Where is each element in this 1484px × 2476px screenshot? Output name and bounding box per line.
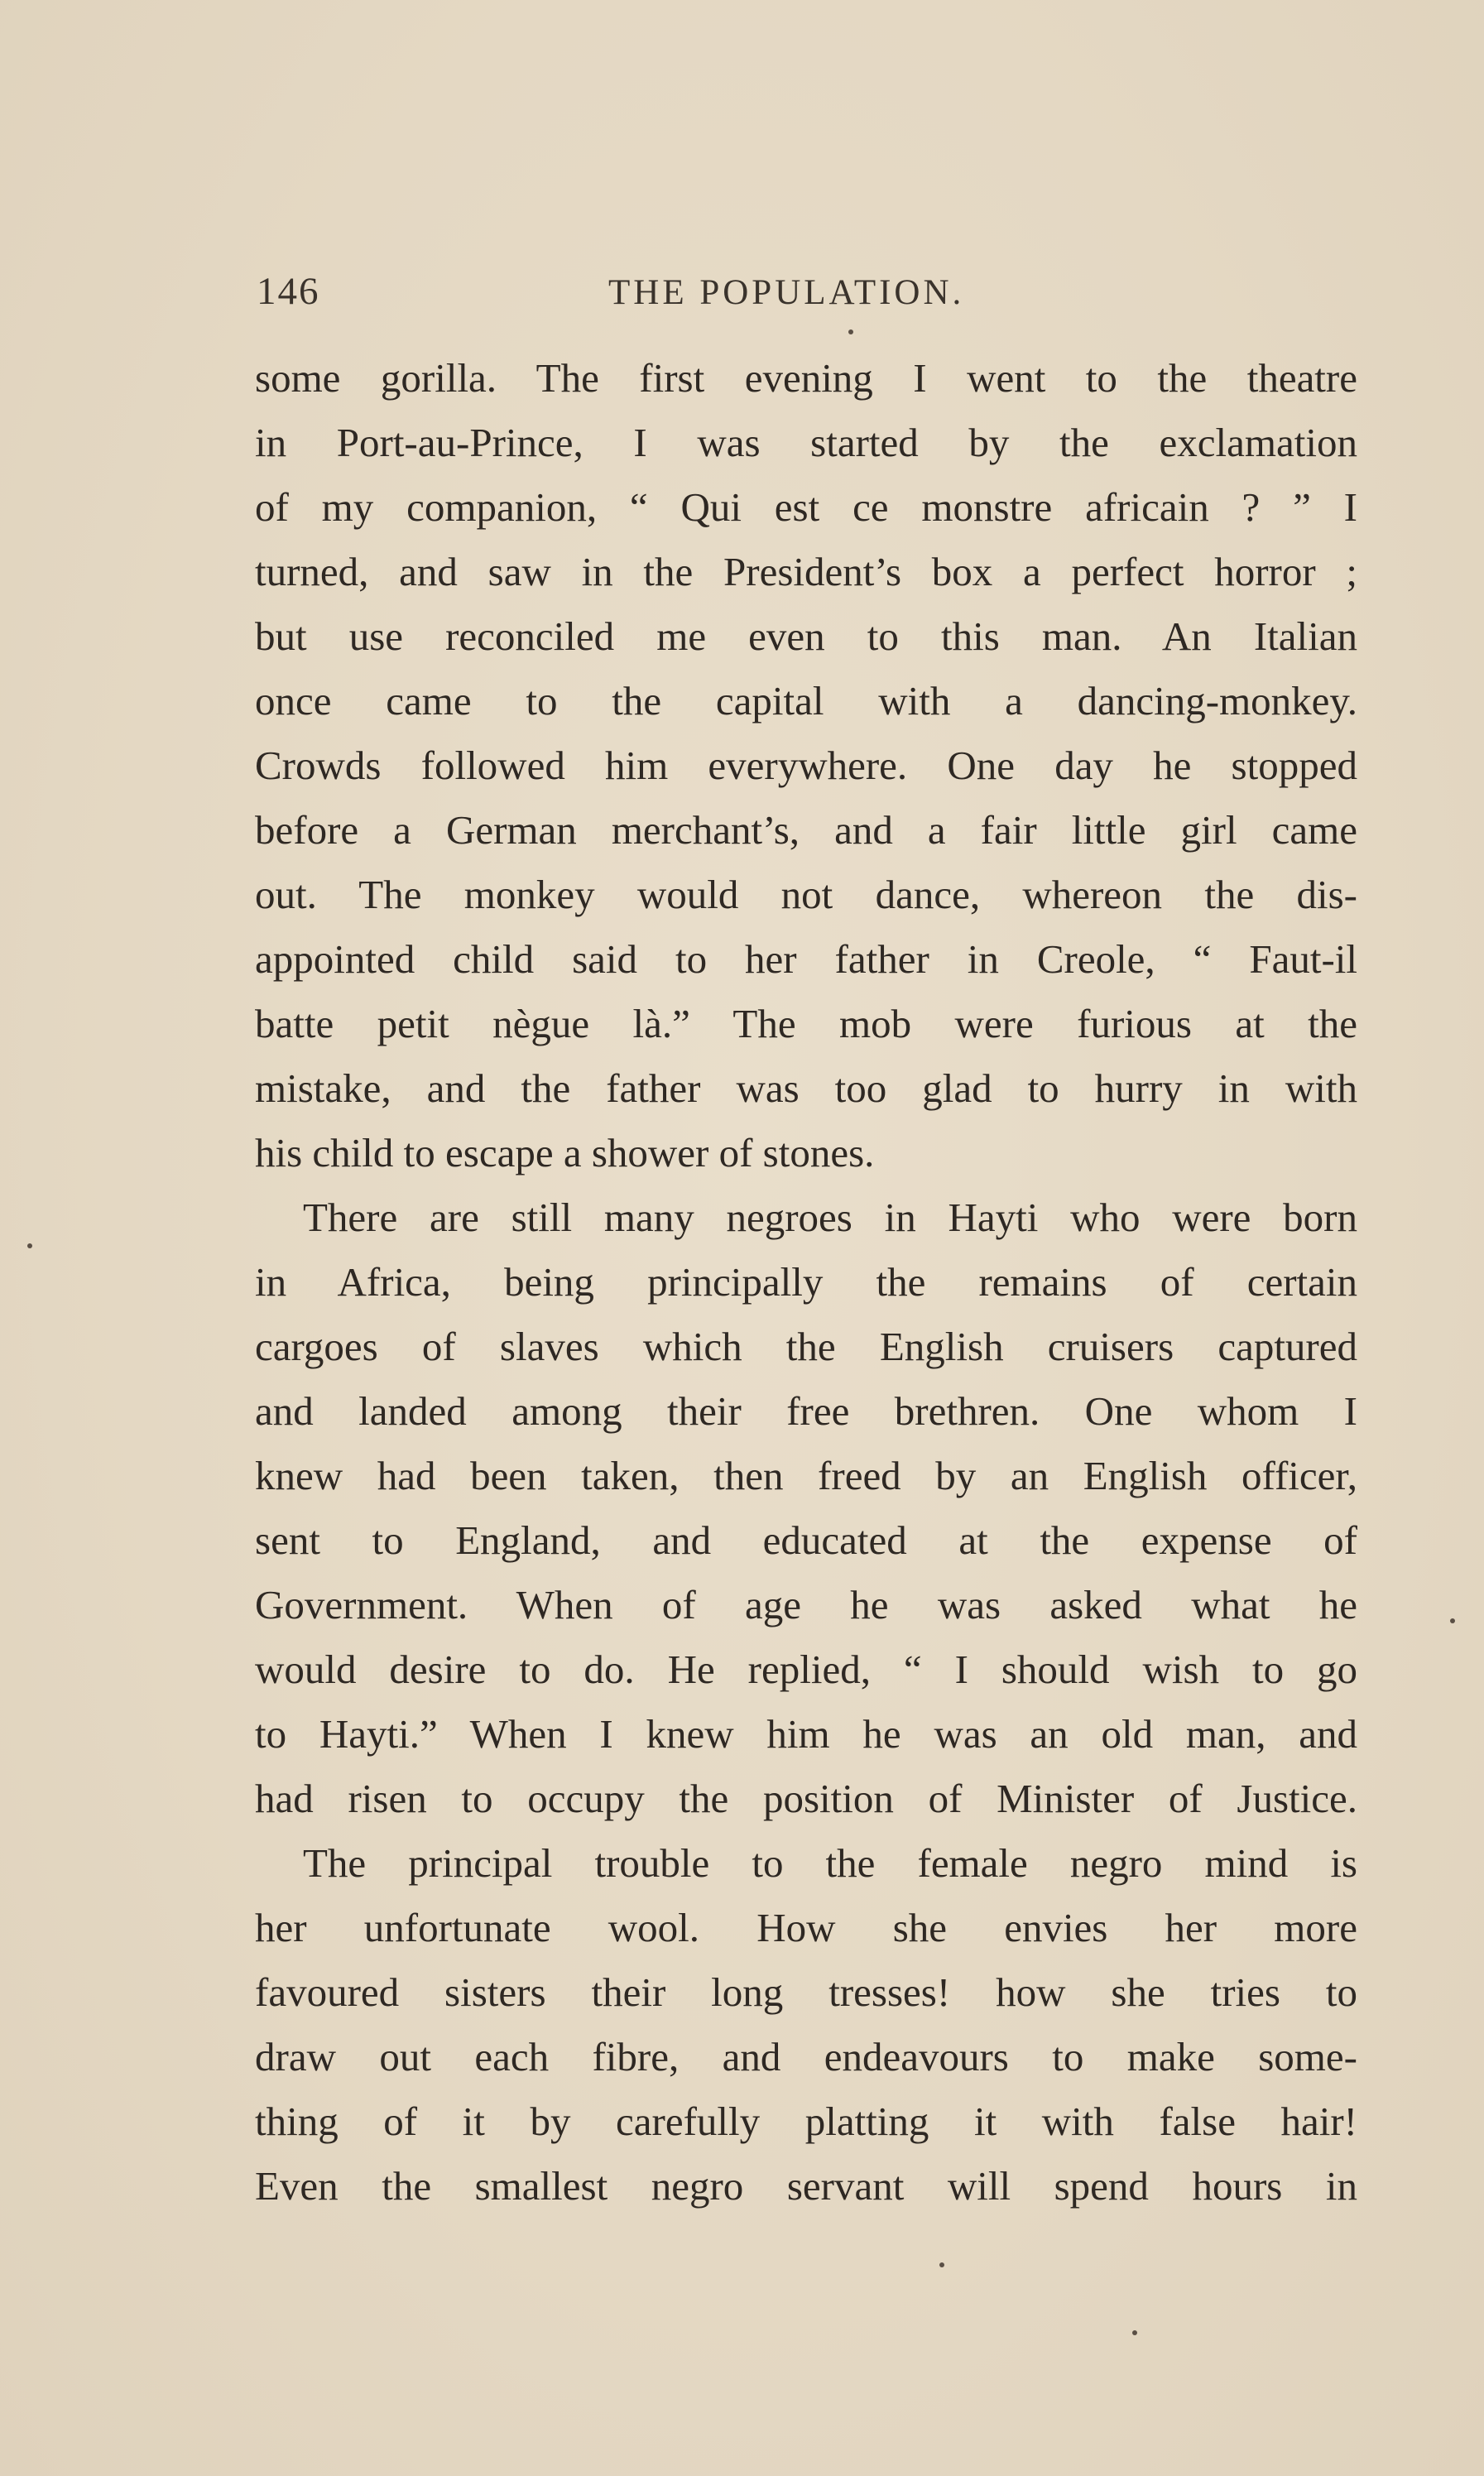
text-line: knew had been taken, then freed by an English officer, (255, 1453, 1357, 1498)
body-text (255, 346, 1357, 2219)
text-line: turned, and saw in the President’s box a perfect horror ; (255, 549, 1357, 594)
paragraph-1 (255, 346, 1357, 1185)
text-line: There are still many negroes in Hayti who were born (303, 1195, 1357, 1240)
paper-speck (27, 1243, 32, 1248)
text-line: in Africa, being principally the remains of certain (255, 1259, 1357, 1305)
paper-speck (1132, 2330, 1137, 2335)
paragraph-2 (255, 1185, 1357, 1831)
text-line: and landed among their free brethren. One whom I (255, 1388, 1357, 1434)
text-line: cargoes of slaves which the English cruisers captured (255, 1324, 1357, 1369)
paper-speck (848, 329, 853, 334)
paragraph-3 (255, 1831, 1357, 2219)
text-line: in Port-au-Prince, I was started by the exclamation (255, 420, 1357, 465)
text-line: his child to escape a shower of stones. (255, 1130, 875, 1175)
text-line: some gorilla. The first evening I went to the theatre (255, 355, 1357, 401)
text-line: favoured sisters their long tresses! how she tries to (255, 1969, 1357, 2015)
text-line: but use reconciled me even to this man. An Italian (255, 613, 1357, 659)
page-number: 146 (257, 270, 320, 313)
text-line: would desire to do. He replied, “ I should wish to go (255, 1647, 1357, 1692)
text-line: draw out each fibre, and endeavours to make some- (255, 2034, 1357, 2079)
paper-speck (1450, 1618, 1455, 1623)
text-line: Government. When of age he was asked what he (255, 1582, 1357, 1627)
text-line: to Hayti.” When I knew him he was an old man, and (255, 1711, 1357, 1757)
text-line: The principal trouble to the female negro mind is (303, 1840, 1357, 1886)
text-line: once came to the capital with a dancing-monkey. (255, 678, 1357, 724)
text-line: batte petit nègue là.” The mob were furious at the (255, 1001, 1357, 1046)
text-line: before a German merchant’s, and a fair little girl came (255, 807, 1357, 853)
running-head: THE POPULATION. (608, 273, 965, 312)
text-line: Crowds followed him everywhere. One day he stopped (255, 743, 1357, 788)
text-line: out. The monkey would not dance, whereon the dis- (255, 872, 1357, 917)
page-header (257, 267, 1357, 316)
text-line: had risen to occupy the position of Minister of Justice. (255, 1776, 1357, 1821)
paper-speck (939, 2262, 944, 2267)
text-line: thing of it by carefully platting it with false hair! (255, 2099, 1357, 2144)
text-line: Even the smallest negro servant will spend hours in (255, 2163, 1357, 2209)
text-line: mistake, and the father was too glad to hurry in with (255, 1065, 1357, 1111)
text-line: of my companion, “ Qui est ce monstre africain ? ” I (255, 484, 1357, 530)
text-line: appointed child said to her father in Creole, “ Faut-il (255, 936, 1357, 982)
text-line: sent to England, and educated at the expense of (255, 1517, 1357, 1563)
text-line: her unfortunate wool. How she envies her more (255, 1905, 1357, 1950)
